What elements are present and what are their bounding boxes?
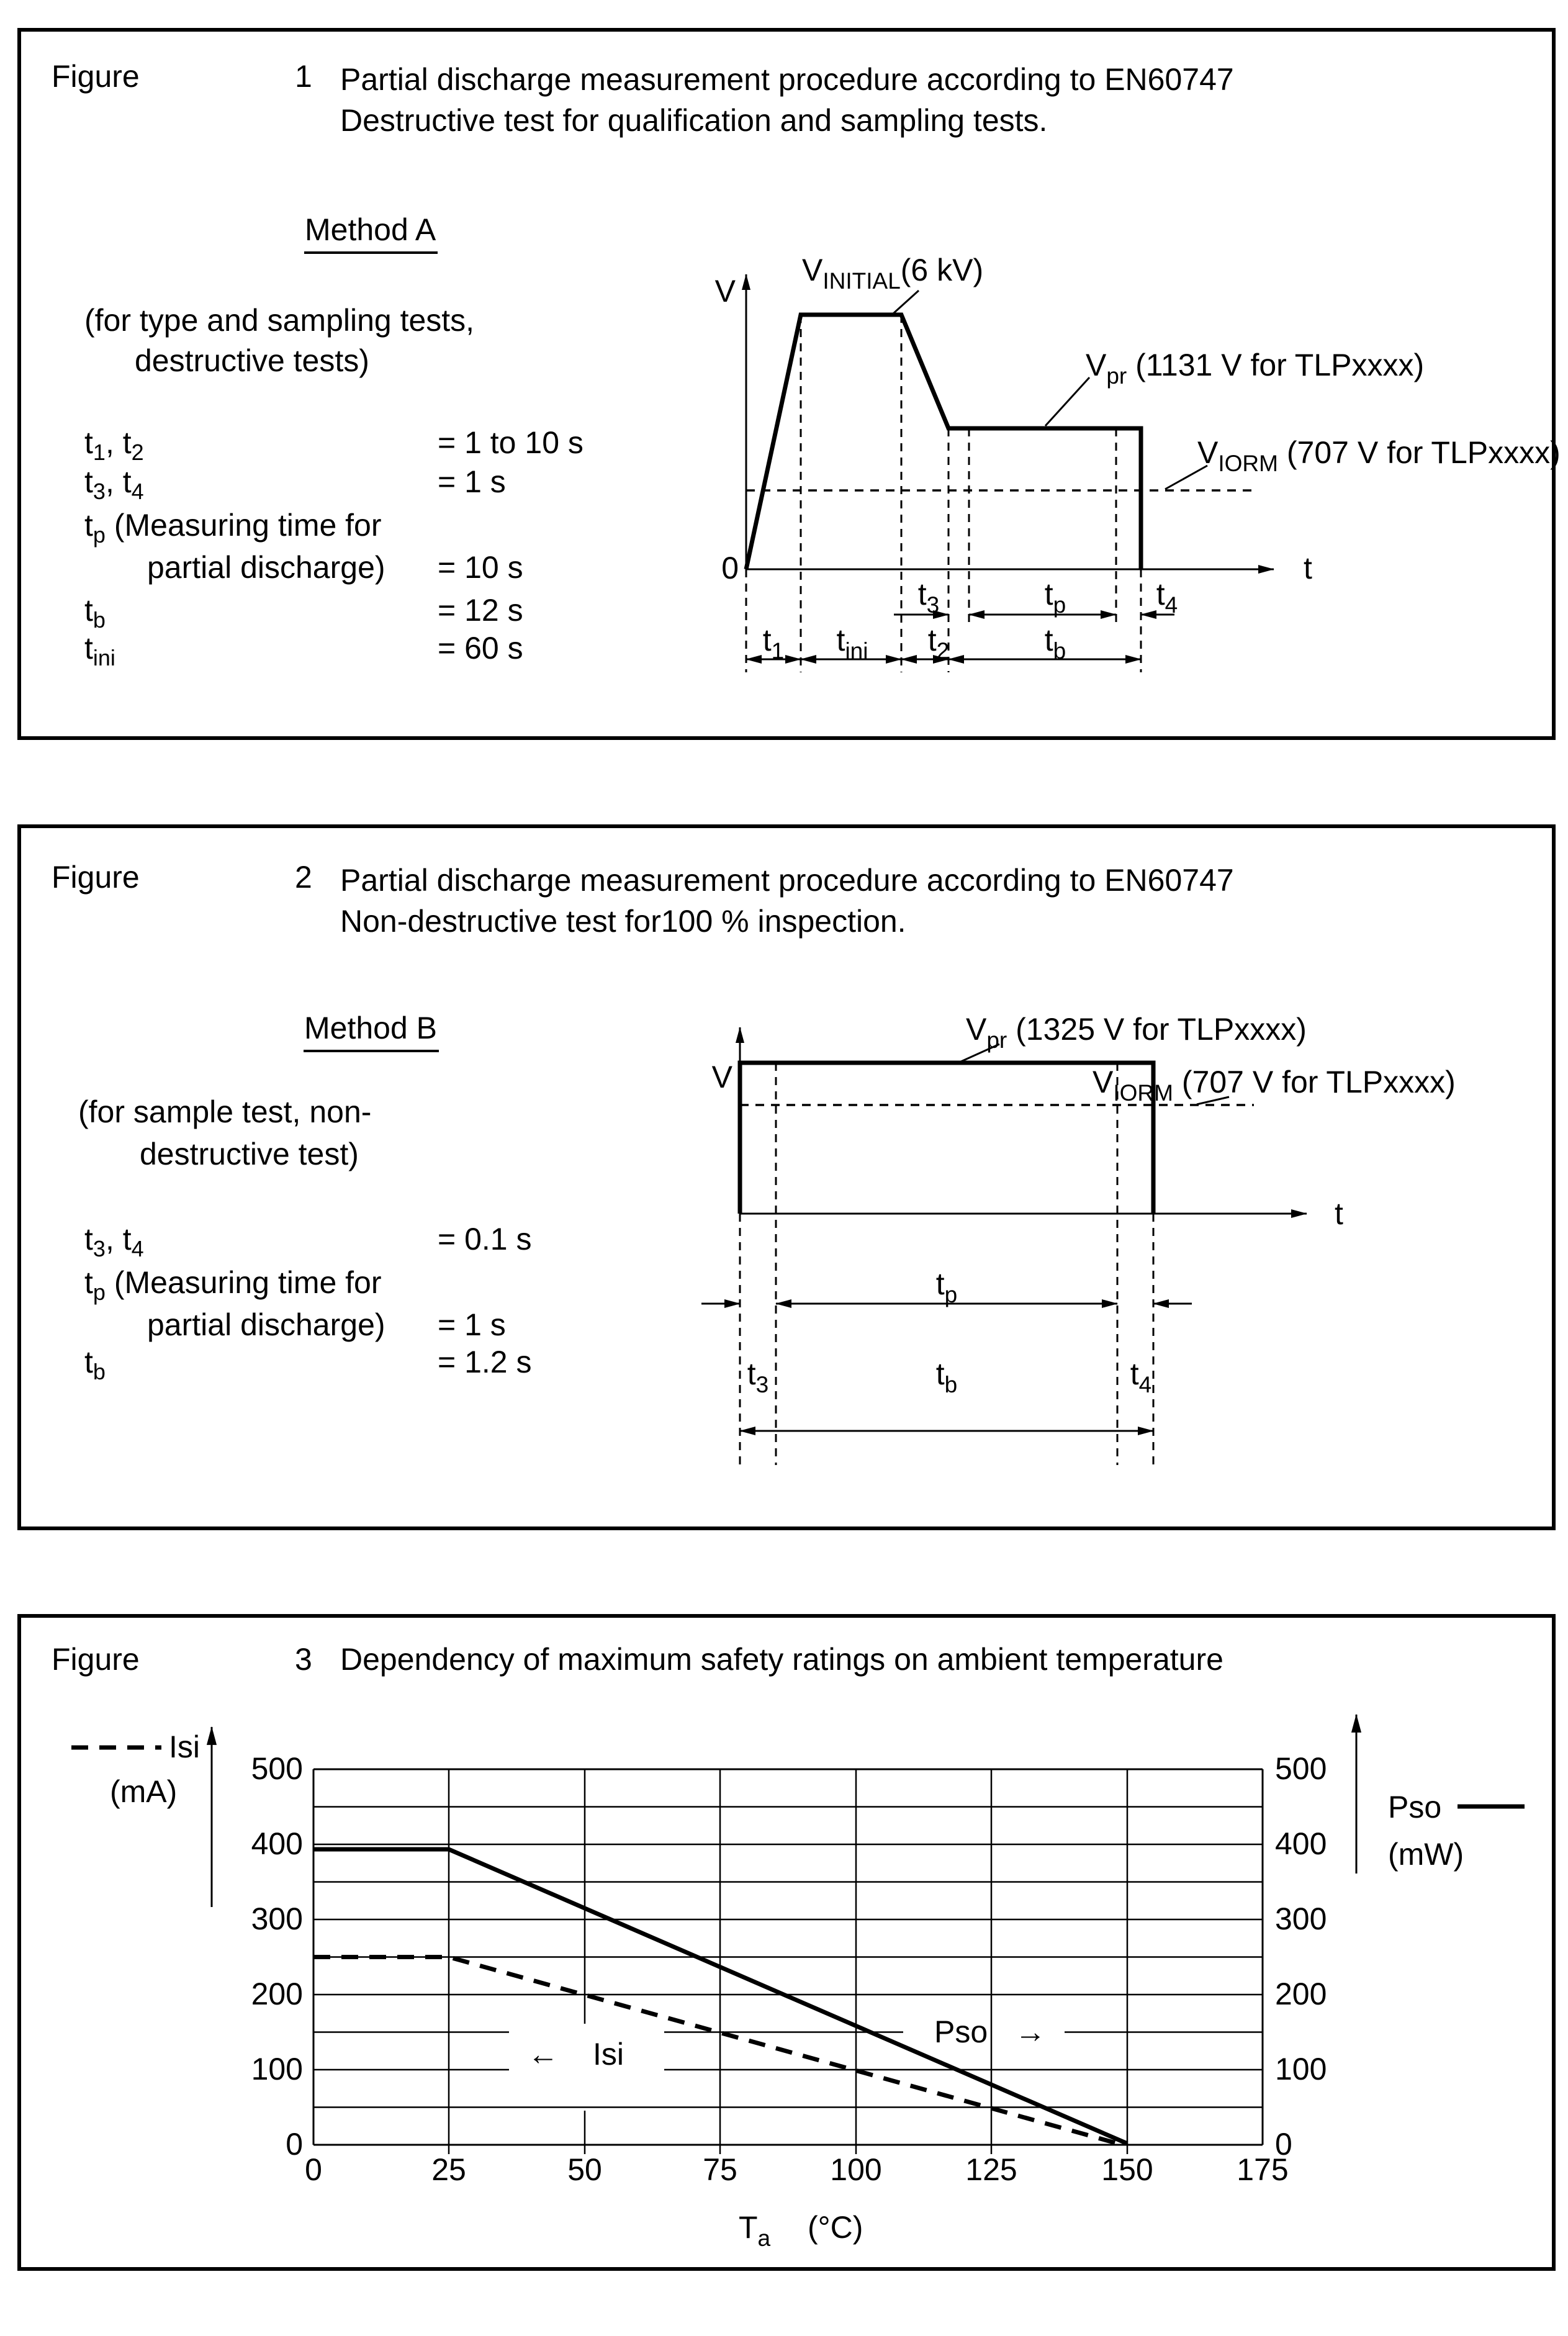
param-value: = 60 s — [438, 631, 523, 665]
vinitial-label: $V_{INITIAL}(6$ kV) — [802, 253, 984, 294]
y-right-tick-label: 100 — [1275, 2052, 1327, 2086]
tb-dim-label: $t_b$ — [935, 1356, 958, 1397]
param-value: = 12 s — [438, 593, 523, 628]
t4-dim-label: $t_4$ — [1156, 577, 1178, 618]
pso-annotation-label: Pso — [934, 2014, 988, 2049]
y-left-tick-label: 400 — [251, 1826, 303, 1861]
vpr-pointer — [1045, 377, 1089, 426]
y-right-tick-label: 500 — [1275, 1751, 1327, 1786]
voltage-pulse — [740, 1063, 1153, 1214]
figure1-caption-line1: Partial discharge measurement procedure according to EN60747 — [340, 62, 1234, 97]
isi-legend-label: Isi — [169, 1729, 200, 1764]
param-label: $t_1$, $t_2$ — [84, 425, 144, 465]
figure1-waveform-diagram — [683, 242, 1561, 683]
v-axis-label: V — [714, 274, 736, 309]
param-label: partial discharge) — [147, 1307, 385, 1342]
y-right-tick-label: 200 — [1275, 1977, 1327, 2011]
y-right-tick-label: 300 — [1275, 1901, 1327, 1936]
figure2-caption-line2: Non-destructive test for100 % inspection. — [340, 904, 906, 939]
param-label: $t_3$, $t_4$ — [84, 1222, 144, 1261]
param-label: $t_{ini}$ — [84, 631, 115, 670]
figure2-number: 2 — [295, 860, 312, 895]
isi-curve — [313, 1957, 1118, 2144]
y-right-tick-label: 0 — [1275, 2127, 1292, 2162]
x-tick-label: 150 — [1101, 2152, 1153, 2187]
figure2-waveform-diagram — [683, 1006, 1552, 1477]
param-value: = 0.1 s — [438, 1222, 532, 1256]
figure2-caption — [340, 860, 1234, 942]
param-label: $t_p$ (Measuring time for — [84, 508, 382, 548]
y-left-tick-label: 500 — [251, 1751, 303, 1786]
t-axis-label: t — [1304, 551, 1312, 585]
y-left-tick-label: 300 — [251, 1901, 303, 1936]
figure3-label: Figure — [52, 1642, 140, 1677]
t1-dim-label: $t_1$ — [762, 623, 785, 664]
param-label: $t_b$ — [84, 593, 106, 633]
figure1-caption-line2: Destructive test for qualification and sampling tests. — [340, 103, 1048, 138]
figure3-number: 3 — [295, 1642, 312, 1677]
tp-dim-label: $t_p$ — [935, 1266, 958, 1307]
vpr-label: $V_{pr}$ (1325 V for TLPxxxx) — [966, 1012, 1307, 1053]
param-label: $t_b$ — [84, 1345, 106, 1384]
figure1-label: Figure — [52, 59, 140, 94]
t4-dim-label: $t_4$ — [1130, 1356, 1152, 1397]
figure2-label: Figure — [52, 860, 140, 895]
isi-annotation-label: Isi — [593, 2037, 624, 2072]
figure1-number: 1 — [295, 59, 312, 94]
viorm-label: $V_{IORM}$ (707 V for TLPxxxx) — [1093, 1065, 1456, 1106]
x-axis-title: $T_a$ — [739, 2210, 771, 2251]
figure1-note-line2: destructive tests) — [135, 343, 369, 378]
figure1-caption — [340, 59, 1234, 141]
param-value: = 1 to 10 s — [438, 425, 583, 460]
pso-legend-unit: (mW) — [1388, 1837, 1464, 1872]
isi-legend-unit: (mA) — [110, 1774, 178, 1809]
t3-dim-label: $t_3$ — [917, 577, 940, 618]
figure2-note-line2: destructive test) — [140, 1137, 359, 1171]
t3-dim-label: $t_3$ — [747, 1356, 769, 1397]
figure2-method-heading: Method B — [304, 1011, 439, 1052]
figure2-caption-line1: Partial discharge measurement procedure according to EN60747 — [340, 863, 1234, 898]
v-axis-label: V — [711, 1060, 732, 1094]
x-tick-label: 50 — [567, 2152, 602, 2187]
figure2-note-line1: (for sample test, non- — [78, 1094, 372, 1129]
param-label: $t_p$ (Measuring time for — [84, 1265, 382, 1305]
y-left-tick-label: 100 — [251, 2052, 303, 2086]
param-value: = 1 s — [438, 464, 506, 499]
tini-dim-label: $t_{ini}$ — [836, 623, 868, 664]
isi-annotation-arrow-icon: ← — [528, 2037, 559, 2072]
pso-annotation-arrow-icon: → — [1015, 2014, 1046, 2049]
param-value: = 1 s — [438, 1307, 506, 1342]
figure1-note-line1: (for type and sampling tests, — [84, 303, 475, 338]
vpr-label: $V_{pr}$ (1131 V for TLPxxxx) — [1086, 348, 1425, 389]
pso-legend-label: Pso — [1388, 1790, 1442, 1824]
figure3-chart — [37, 1676, 1539, 2272]
x-tick-label: 175 — [1237, 2152, 1289, 2187]
x-axis-title-unit: (°C) — [808, 2210, 863, 2245]
param-label: $t_3$, $t_4$ — [84, 464, 144, 504]
x-tick-label: 0 — [305, 2152, 322, 2187]
param-value: = 1.2 s — [438, 1345, 532, 1379]
origin-label: 0 — [721, 551, 739, 585]
t2-dim-label: $t_2$ — [927, 623, 950, 664]
viorm-label: $V_{IORM}$ (707 V for TLPxxxx) — [1197, 435, 1561, 476]
tp-dim-label: $t_p$ — [1044, 577, 1066, 618]
figure3-caption: Dependency of maximum safety ratings on ambient temperature — [340, 1642, 1223, 1677]
param-value: = 10 s — [438, 550, 523, 585]
x-tick-label: 25 — [431, 2152, 466, 2187]
x-tick-label: 100 — [830, 2152, 882, 2187]
y-left-tick-label: 0 — [286, 2127, 303, 2162]
voltage-waveform — [746, 315, 1141, 569]
param-label: partial discharge) — [147, 550, 385, 585]
y-left-tick-label: 200 — [251, 1977, 303, 2011]
figure1-method-heading: Method A — [304, 212, 438, 254]
y-right-tick-label: 400 — [1275, 1826, 1327, 1861]
vinitial-pointer — [893, 291, 919, 313]
x-tick-label: 125 — [965, 2152, 1017, 2187]
x-tick-label: 75 — [703, 2152, 737, 2187]
t-axis-label: t — [1335, 1196, 1343, 1231]
tb-dim-label: $t_b$ — [1044, 623, 1066, 664]
